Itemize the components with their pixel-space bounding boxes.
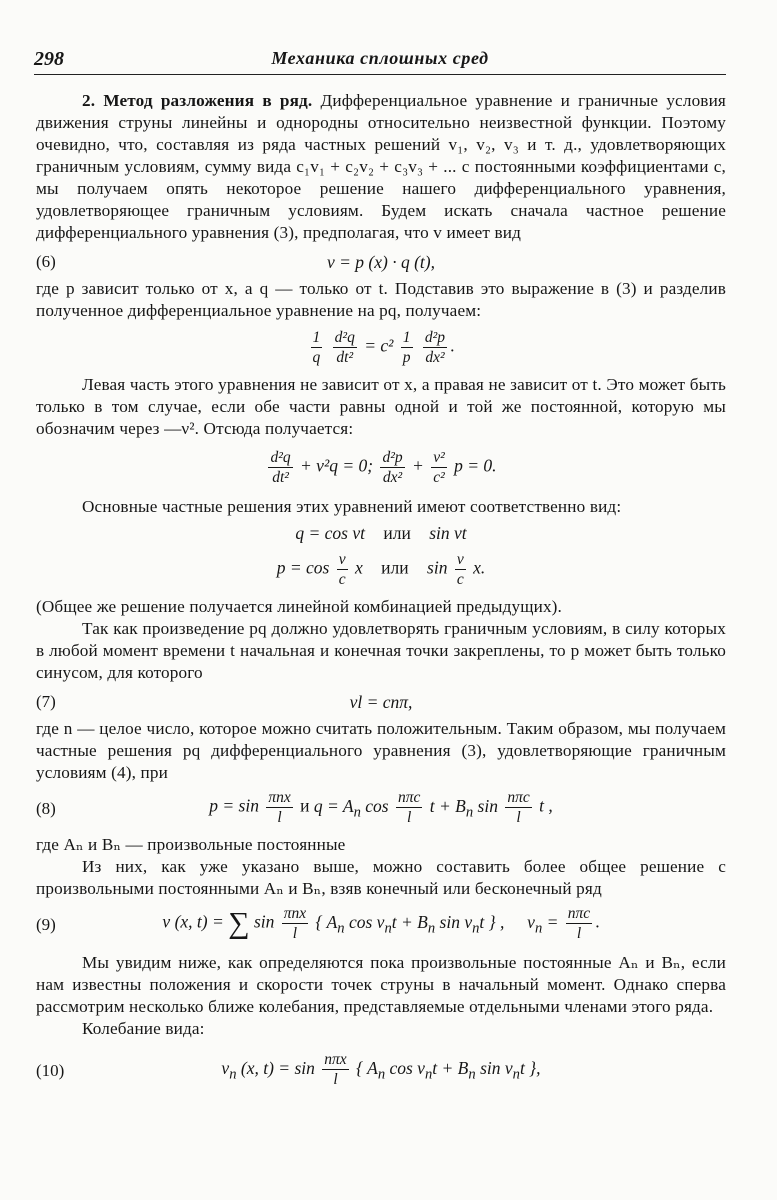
equation-body: p = sin $\frac{\text{πnx}}{l}$ и $q = A_n$ cos $\frac{\text{nπc}}{l}$ $t + B_n$ sin $\frac{\text{nπc}}{l}$ t , <box>209 789 553 826</box>
equation-pair <box>36 440 726 496</box>
equation-8 <box>36 784 726 834</box>
page-header <box>34 44 726 75</box>
equation-separated <box>36 322 726 374</box>
page-body <box>36 90 726 1100</box>
equation-number: (10) <box>36 1061 65 1080</box>
paragraph-oscillation: Колебание вида: <box>82 1019 205 1038</box>
equation-body: p = cos $\frac{\nu}{c}$ x или sin $\frac{\nu}{c}$ x. <box>276 551 486 588</box>
equation-number: (6) <box>36 252 56 271</box>
equation-q-solutions <box>36 518 726 548</box>
equation-7 <box>36 684 726 718</box>
paragraph-substitution: где p зависит только от x, а q — только от t. Подставив это выражение в (3) и разделив полученное дифференциальное уравнение на pq, получаем: <box>36 279 726 320</box>
equation-number: (8) <box>36 799 56 818</box>
equation-number: (7) <box>36 692 56 711</box>
equation-10 <box>36 1040 726 1100</box>
paragraph-series: Из них, как уже указано выше, можно составить более общее решение с произвольными постоянными Aₙ и Bₙ, взяв конечный или бесконечный ряд <box>36 857 726 898</box>
equation-9 <box>36 900 726 952</box>
equation-body: q = cos νt или sin νt <box>295 523 467 543</box>
paragraph-integer: где n — целое число, которое можно считать положительным. Таким образом, мы получаем частные решения pq дифференциального уравнения (3), удовлетворяющие граничным условиям (4), при <box>36 719 726 782</box>
paragraph-basic-solutions: Основные частные решения этих уравнений имеют соответственно вид: <box>82 497 622 516</box>
page-number: 298 <box>34 48 64 70</box>
equation-p-solutions <box>36 548 726 596</box>
paragraph-text: Дифференциальное уравнение и граничные условия движения струны линейны и однородны относительно неизвестной функции. Поэтому очевидно, что, составляя из ряда частных решений v₁, v₂, v₃ и т. д., удовлетворяющих граничным условиям, сумму вида c₁v₁ + c₂v₂ + c₃v₃ + ... с постоянными коэффициентами c, мы получаем опять некоторое решение нашего дифференциального уравнения, удовлетворяющее граничным условиям. Будем искать сначала частное решение дифференциального уравнения (3), предполагая, что v имеет вид <box>36 91 726 242</box>
equation-number: (9) <box>36 915 56 934</box>
paragraph-constant: Левая часть этого уравнения не зависит от x, а правая не зависит от t. Это может быть только в том случае, если обе части равны одной и той же постоянной, которую мы обозначим через —ν². Отсюда получается: <box>36 375 726 438</box>
equation-body: v (x, t) = ∑ sin $\frac{\text{πnx}}{l}$ { $A_n$ $\cos \nu_nt + B_n$ $\sin \nu_nt$ } , $\nu_n$ = $\frac{\text{nπc}}{l}$ . <box>162 905 600 942</box>
paragraph-initial: Мы увидим ниже, как определяются пока произвольные постоянные Aₙ и Bₙ, если нам известны положения и скорости точек струны в начальный момент. Однако сперва рассмотрим несколько ближе колебания, представляемые отдельными членами этого ряда. <box>36 953 726 1016</box>
equation-body: $\frac{1}{q}$ $\frac{\text{d²q}}{\text{dt²}}$ = c² $\frac{1}{p}$ $\frac{\text{d²p}}{\text{dx²}}$ . <box>312 329 455 366</box>
equation-body: νl = cnπ, <box>349 692 413 712</box>
running-title: Механика сплошных сред <box>271 48 489 68</box>
paragraph-general-solution: (Общее же решение получается линейной комбинацией предыдущих). <box>36 597 563 616</box>
equation-6 <box>36 244 726 278</box>
equation-body: $\frac{\text{d²q}}{\text{dt²}}$ + ν²q = 0; $\frac{\text{d²p}}{\text{dx²}}$ + $\frac{\text{ν²}}{\text{c²}}$ p = 0. <box>270 449 497 486</box>
paragraph-arbitrary: где Aₙ и Bₙ — произвольные постоянные <box>36 835 346 854</box>
paragraph-method <box>36 90 726 244</box>
equation-body: $v_n$ (x, t) = sin $\frac{\text{nπx}}{l}$ { $A_n$ $\cos \nu_nt + B_n$ $\sin \nu_nt$ }, <box>221 1051 541 1088</box>
equation-body: v = p (x) · q (t), <box>326 252 436 272</box>
paragraph-boundary: Так как произведение pq должно удовлетворять граничным условиям, в силу которых в любой момент времени t начальная и конечная точки закреплены, то p может быть только синусом, для которого <box>36 619 726 682</box>
section-heading: 2. Метод разложения в ряд. <box>82 91 313 110</box>
